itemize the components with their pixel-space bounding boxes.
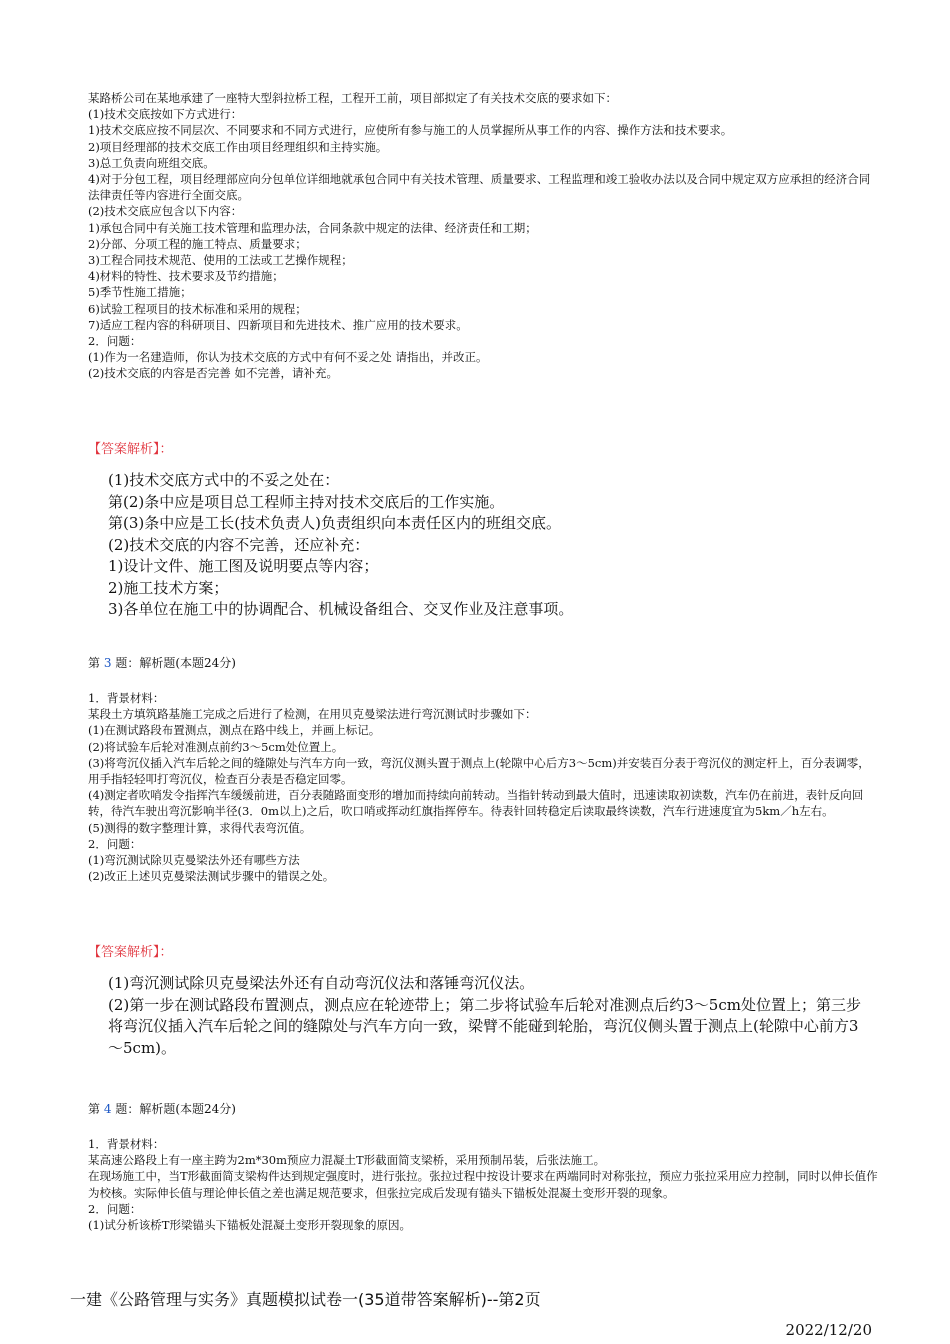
question-4-text	[88, 1136, 878, 1233]
question-number: 4	[103, 1102, 112, 1116]
answer-line: 第(2)条中应是项目总工程师主持对技术交底后的工作实施。	[108, 492, 505, 511]
question-2-text	[88, 90, 878, 382]
paragraph: 1．背景材料：	[88, 1137, 165, 1151]
paragraph: 6)试验工程项目的技术标准和采用的规程；	[88, 301, 307, 316]
question-prefix: 第	[88, 1102, 101, 1116]
paragraph: (4)测定者吹哨发令指挥汽车缓缓前进，百分表随路面变形的增加而持续向前转动。当指针转动到最大值时，迅速读取初读数，汽车仍在前进，表针反向回转，待汽车驶出弯沉影响半径(3．0m以上)之后，吹口哨或挥动红旗指挥停车。待表针回转稳定后读取最终读数，汽车行进速度宜为5km／h左右。	[88, 788, 864, 819]
paragraph: (3)将弯沉仪插入汽车后轮之间的缝隙处与汽车方向一致，弯沉仪测头置于测点上(轮隙中心后方3～5cm)并安装百分表于弯沉仪的测定杆上，百分表调零，用手指轻轻叩打弯沉仪，检查百分表是否稳定回零。	[88, 755, 870, 787]
paragraph: 2．问题：	[88, 1201, 142, 1216]
paragraph: (2)改正上述贝克曼梁法测试步骤中的错误之处。	[88, 869, 335, 884]
paragraph: 1)承包合同中有关施工技术管理和监理办法，合同条款中规定的法律、经济责任和工期；	[88, 220, 537, 235]
paragraph: 2)分部、分项工程的施工特点、质量要求；	[88, 236, 307, 251]
paragraph: 1)技术交底应按不同层次、不同要求和不同方式进行，应使所有参与施工的人员掌握所从事工作的内容、操作方法和技术要求。	[88, 123, 733, 138]
paragraph: 3)总工负责向班组交底。	[88, 155, 215, 170]
paragraph: 7)适应工程内容的科研项目、四新项目和先进技术、推广应用的技术要求。	[88, 317, 468, 332]
page-date: 2022/12/20	[785, 1321, 872, 1339]
paragraph: 4)对于分包工程，项目经理部应向分包单位详细地就承包合同中有关技术管理、质量要求、工程监理和竣工验收办法以及合同中规定双方应承担的经济合同法律责任等内容进行全面交底。	[88, 172, 871, 203]
paragraph: 1．背景材料：	[88, 691, 165, 705]
answer-line: 3)各单位在施工中的协调配合、机械设备组合、交叉作业及注意事项。	[108, 600, 574, 618]
question-prefix: 第	[88, 656, 101, 670]
paragraph: (2)技术交底应包含以下内容：	[88, 204, 243, 219]
paragraph: 2．问题：	[88, 836, 142, 851]
answer-line: 1)设计文件、施工图及说明要点等内容；	[108, 557, 379, 575]
answer-line: (2)第一步在测试路段布置测点，测点应在轮迹带上；第二步将试验车后轮对准测点后约3～5cm处位置上；第三步将弯沉仪插入汽车后轮之间的缝隙处与汽车方向一致，梁臂不能碰到轮胎，弯沉仪侧头置于测点上(轮隙中心前方3～5cm)。	[108, 995, 861, 1057]
paragraph: 5)季节性施工措施；	[88, 285, 192, 300]
question-3-text	[88, 690, 878, 884]
answer-line: 第(3)条中应是工长(技术负责人)负责组织向本责任区内的班组交底。	[108, 514, 561, 532]
paragraph: 某高速公路段上有一座主跨为2m*30m预应力混凝土T形截面简支梁桥，采用预制吊装，后张法施工。	[88, 1153, 606, 1168]
question-number: 3	[103, 656, 112, 670]
paragraph: (2)技术交底的内容是否完善 如不完善，请补充。	[88, 366, 338, 381]
question-suffix: 题：解析题(本题24分)	[115, 1102, 236, 1116]
paragraph: 2．问题：	[88, 334, 142, 349]
answer-line: 2)施工技术方案；	[108, 578, 229, 597]
answer-2-text	[108, 470, 868, 621]
paragraph: (1)弯沉测试除贝克曼梁法外还有哪些方法	[88, 853, 300, 868]
paragraph: 某路桥公司在某地承建了一座特大型斜拉桥工程，工程开工前，项目部拟定了有关技术交底的要求如下：	[88, 91, 617, 105]
answer-line: (2)技术交底的内容不完善，还应补充：	[108, 535, 370, 554]
answer-line: (1)技术交底方式中的不妥之处在：	[108, 471, 340, 489]
paragraph: 某段土方填筑路基施工完成之后进行了检测，在用贝克曼梁法进行弯沉测试时步骤如下：	[88, 707, 537, 722]
answer-3-text	[108, 973, 868, 1059]
paragraph: 在现场施工中，当T形截面简支梁构件达到规定强度时，进行张拉。张拉过程中按设计要求在两端同时对称张拉，预应力张拉采用应力控制，同时以伸长值作为校核。实际伸长值与理论伸长值之差也满足规范要求，但张拉完成后发现有锚头下锚板处混凝土变形开裂的现象。	[88, 1169, 878, 1200]
answer-label: 【答案解析】：	[88, 945, 173, 960]
paragraph: 4)材料的特性、技术要求及节约措施；	[88, 269, 284, 284]
paragraph: 3)工程合同技术规范、使用的工法或工艺操作规程；	[88, 253, 353, 268]
paragraph: (1)技术交底按如下方式进行：	[88, 107, 243, 122]
paragraph: (1)试分析该桥T形梁锚头下锚板处混凝土变形开裂现象的原因。	[88, 1218, 411, 1233]
paragraph: (5)测得的数字整理计算，求得代表弯沉值。	[88, 820, 312, 835]
answer-line: (1)弯沉测试除贝克曼梁法外还有自动弯沉仪法和落锤弯沉仪法。	[108, 974, 535, 992]
paragraph: (1)作为一名建造师，你认为技术交底的方式中有何不妥之处 请指出，并改正。	[88, 350, 488, 365]
question-4-heading	[88, 1100, 236, 1117]
paragraph: (1)在测试路段布置测点，测点在路中线上，并画上标记。	[88, 723, 381, 738]
question-suffix: 题：解析题(本题24分)	[115, 656, 236, 670]
question-3-heading	[88, 654, 236, 671]
paragraph: (2)将试验车后轮对准测点前约3～5cm处位置上。	[88, 739, 344, 754]
paragraph: 2)项目经理部的技术交底工作由项目经理组织和主持实施。	[88, 139, 388, 154]
page-footer: 一建《公路管理与实务》真题模拟试卷一(35道带答案解析)--第2页	[70, 1290, 541, 1309]
answer-label: 【答案解析】：	[88, 442, 173, 457]
